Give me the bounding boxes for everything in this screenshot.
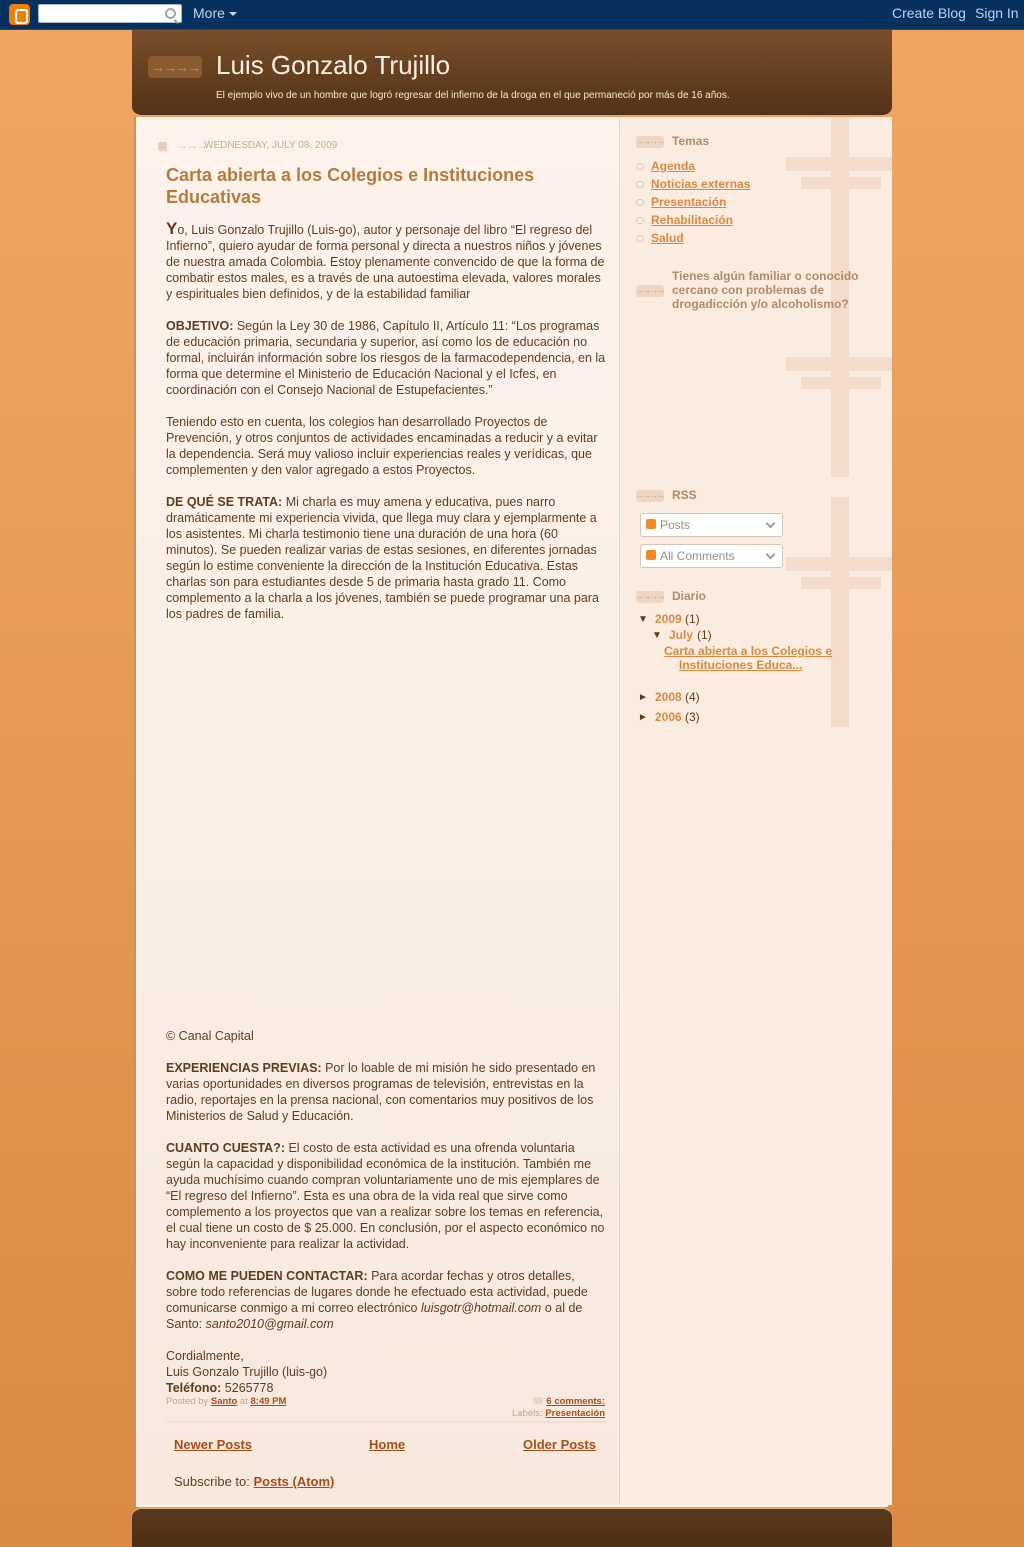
post-body xyxy=(166,221,606,638)
date-bullet-icon xyxy=(158,142,167,151)
tema-agenda-link[interactable]: Agenda xyxy=(651,159,696,173)
home-link[interactable]: Home xyxy=(369,1437,406,1452)
comments-feed-label: All Comments xyxy=(660,549,735,563)
post-paragraph-objetivo xyxy=(166,318,606,398)
experiencias-text: Por lo loable de mi misión he sido presentado en varias oportunidades en diversos programas de televisión, entrevistas en la radio, reportajes en la prensa nacional, con comentarios muy positivos de los Ministerios de Salud y Educación. xyxy=(166,1061,596,1123)
post-title[interactable]: Carta abierta a los Colegios e Instituciones Educativas xyxy=(166,165,535,207)
arrows-decoration-icon: →→→→ xyxy=(636,137,664,146)
blogger-logo-icon[interactable] xyxy=(9,4,30,25)
rss-title: RSS xyxy=(672,488,697,502)
arrows-decoration-icon: →→→→ xyxy=(636,491,664,500)
telefono-label: Teléfono: xyxy=(166,1381,222,1395)
archive-2006-toggle-icon[interactable]: ► xyxy=(638,712,648,723)
cross-pattern-decoration xyxy=(831,497,849,727)
comments-link[interactable]: 6 comments: xyxy=(546,1396,605,1407)
objetivo-text: Según la Ley 30 de 1986, Capítulo II, Artículo 11: “Los programas de educación primaria, secundaria y superior, así como los de educación no formal, incluirán información sobre los riesgos de la farmacodependencia, en la forma que determine el Ministerio de Educación Nacional y el Icfes, en coordinación con el Consejo Nacional de Estupefacientes.” xyxy=(166,319,606,397)
post-paragraph-contactar xyxy=(166,1268,606,1332)
sidebar xyxy=(621,117,892,1505)
posts-feed-dropdown[interactable] xyxy=(640,513,783,537)
post-divider xyxy=(166,1421,606,1423)
sign-in-link[interactable]: Sign In xyxy=(975,5,1019,21)
poll-title: Tienes algún familiar o conocido cercano con problemas de drogadicción y/o alcoholismo? xyxy=(672,269,859,311)
post-paragraph-trata xyxy=(166,494,606,622)
archive-2009-toggle-icon[interactable]: ▼ xyxy=(638,614,648,625)
temas-title: Temas xyxy=(672,134,710,148)
cross-pattern-decoration xyxy=(801,377,881,389)
archive-2009-link[interactable]: 2009 xyxy=(655,612,682,626)
copyright-text: © Canal Capital xyxy=(166,1029,254,1043)
chevron-down-icon xyxy=(766,550,776,560)
cordialmente-text: Cordialmente, xyxy=(166,1349,244,1363)
arrows-decoration-icon: →→→ xyxy=(176,138,206,152)
archive-2006-count: (3) xyxy=(685,710,700,724)
closing xyxy=(166,1348,606,1396)
create-blog-link[interactable]: Create Blog xyxy=(892,5,966,21)
archive-2008-count: (4) xyxy=(685,690,700,704)
subscribe-label: Subscribe to: xyxy=(174,1474,250,1489)
email-gmail: santo2010@gmail.com xyxy=(205,1317,334,1331)
author-link[interactable]: Santo xyxy=(210,1396,238,1407)
search-icon[interactable] xyxy=(165,8,176,19)
blog-description: El ejemplo vivo de un hombre que logró regresar del infierno de la droga en el que permaneció por más de 16 años. xyxy=(216,90,730,101)
signature-text: Luis Gonzalo Trujillo (luis-go) xyxy=(166,1365,328,1379)
more-label: More xyxy=(193,5,225,21)
archive-july-toggle-icon[interactable]: ▼ xyxy=(652,630,662,641)
comments-feed-dropdown[interactable] xyxy=(640,544,783,568)
experiencias-label: EXPERIENCIAS PREVIAS: xyxy=(166,1061,322,1075)
archive-2008-toggle-icon[interactable]: ► xyxy=(638,692,648,703)
more-menu[interactable] xyxy=(193,5,237,21)
trata-text: Mi charla es muy amena y educativa, pues narro dramáticamente mi experiencia vivida, que llega muy clara y ejemplarmente a los asistentes. Mi charla testimonio tiene una duración de una hora (60 minutos). Se pueden realizar varias de estas sesiones, en diferentes jornadas según lo estime conveniente la dirección de la Institución Educativa. Estas charlas son para estudiantes desde 5 de primaria hasta grado 11. Como complemento a la charla a los jóvenes, también se puede programar una para los padres de familia. xyxy=(166,495,599,621)
archive-2009-count: (1) xyxy=(685,612,700,626)
list-bullet-icon xyxy=(636,181,644,188)
posts-feed-label: Posts xyxy=(660,518,691,532)
trata-label: DE QUÉ SE TRATA: xyxy=(166,495,283,509)
caret-down-icon xyxy=(229,12,237,16)
cross-pattern-decoration xyxy=(786,357,892,371)
older-posts-link[interactable]: Older Posts xyxy=(523,1437,596,1452)
list-bullet-icon xyxy=(636,163,644,170)
tema-salud-link[interactable]: Salud xyxy=(651,231,684,245)
post-body-continued xyxy=(166,1028,606,1396)
comments-line xyxy=(512,1396,605,1408)
email-hotmail: luisgotr@hotmail.com xyxy=(420,1301,542,1315)
arrows-decoration-icon: →→→→ xyxy=(148,56,202,78)
archive-2006-link[interactable]: 2006 xyxy=(655,710,682,724)
chevron-down-icon xyxy=(766,519,776,529)
subscribe-line xyxy=(174,1474,334,1489)
cross-pattern-decoration xyxy=(786,557,892,571)
newer-posts-link[interactable]: Newer Posts xyxy=(174,1437,253,1452)
list-bullet-icon xyxy=(636,217,644,224)
dropcap: Y xyxy=(166,219,178,238)
contactar-text: Para acordar fechas y otros detalles, sobre todo referencias de lugares donde he efectuado esta actividad, puede comunicarse conmigo a mi correo electrónico xyxy=(166,1269,588,1315)
cross-pattern-decoration xyxy=(786,157,892,171)
list-bullet-icon xyxy=(636,235,644,242)
tema-rehabilitacion-link[interactable]: Rehabilitación xyxy=(651,213,734,227)
archive-2008-link[interactable]: 2008 xyxy=(655,690,682,704)
arrows-decoration-icon: →→→→ xyxy=(636,286,664,295)
labels-label: Labels: xyxy=(512,1408,543,1419)
contactar-label: COMO ME PUEDEN CONTACTAR: xyxy=(166,1269,368,1283)
post-footer-meta xyxy=(512,1396,605,1420)
arrows-decoration-icon: →→→→ xyxy=(636,592,664,601)
intro-text: o, Luis Gonzalo Trujillo (Luis-go), autor y personaje del libro “El regreso del Infierno”, quiero ayudar de forma personal y directa a nuestros niños y jóvenes de nuestra amada Colombia. Estoy plenamente convencido de que la forma de combatir estos males, es a través de una autoestima elevada, valores morales y espirituales bien definidos, y de la estabilidad familiar xyxy=(166,223,605,301)
post-paragraph-intro xyxy=(166,221,606,302)
blog-header xyxy=(132,30,892,117)
contactar-mid: o al de Santo: xyxy=(166,1301,583,1331)
at-label: at xyxy=(239,1396,248,1407)
archive-july-link[interactable]: July xyxy=(669,628,694,642)
objetivo-label: OBJETIVO: xyxy=(166,319,234,333)
blog-footer xyxy=(132,1507,892,1547)
blog-title[interactable]: Luis Gonzalo Trujillo xyxy=(216,50,451,80)
tema-noticias-link[interactable]: Noticias externas xyxy=(651,177,751,191)
comment-icon xyxy=(533,1397,543,1404)
posts-atom-link[interactable]: Posts (Atom) xyxy=(253,1474,335,1489)
content-wrapper xyxy=(134,117,890,1507)
archive-post-link[interactable]: Carta abierta a los Colegios e Instituciones Educa... xyxy=(664,644,833,672)
main-column xyxy=(136,117,620,1505)
cross-pattern-decoration xyxy=(801,177,881,189)
posted-by-label: Posted by xyxy=(166,1396,209,1407)
rss-feed-icon xyxy=(646,550,656,560)
diario-title: Diario xyxy=(672,589,707,603)
navbar xyxy=(0,0,1024,30)
labels-line xyxy=(512,1408,605,1420)
cross-pattern-decoration xyxy=(801,577,881,589)
post-paragraph-teniendo: Teniendo esto en cuenta, los colegios han desarrollado Proyectos de Prevención, y otros conjuntos de actividades encaminadas a reducir y a evitar la dependencia. Será muy valioso incluir experiencias reales y verídicas, que complementen y den valor agregado a estos Proyectos. xyxy=(166,415,598,477)
archive-july-count: (1) xyxy=(697,628,712,642)
tema-presentacion-link[interactable]: Presentación xyxy=(651,195,727,209)
cuesta-label: CUANTO CUESTA?: xyxy=(166,1141,285,1155)
post-time-link[interactable]: 8:49 PM xyxy=(250,1396,287,1407)
list-bullet-icon xyxy=(636,199,644,206)
telefono-line xyxy=(166,1380,606,1396)
rss-feed-icon xyxy=(646,519,656,529)
post-paragraph-cuesta xyxy=(166,1140,606,1252)
post-footer xyxy=(166,1396,286,1407)
post-paragraph-experiencias xyxy=(166,1060,606,1124)
telefono-value: 5265778 xyxy=(221,1381,274,1395)
navbar-search-input[interactable] xyxy=(38,4,182,23)
label-presentacion-link[interactable]: Presentación xyxy=(545,1408,605,1419)
cuesta-text: El costo de esta actividad es una ofrenda voluntaria según la capacidad y disponibilidad económica de la institución. También me ayuda muchísimo cuando compran voluntariamente uno de mis ejemplares de “El regreso del Infierno”. Esta es una obra de la vida real que sirve como complemento a los proyectos que van a realizar sobre los temas en referencia, el cual tiene un costo de $ 25.000. En conclusión, por el aspecto económico no hay inconveniente para realizar la actividad. xyxy=(166,1141,605,1251)
post-date: WEDNESDAY, JULY 08, 2009 xyxy=(204,140,338,151)
